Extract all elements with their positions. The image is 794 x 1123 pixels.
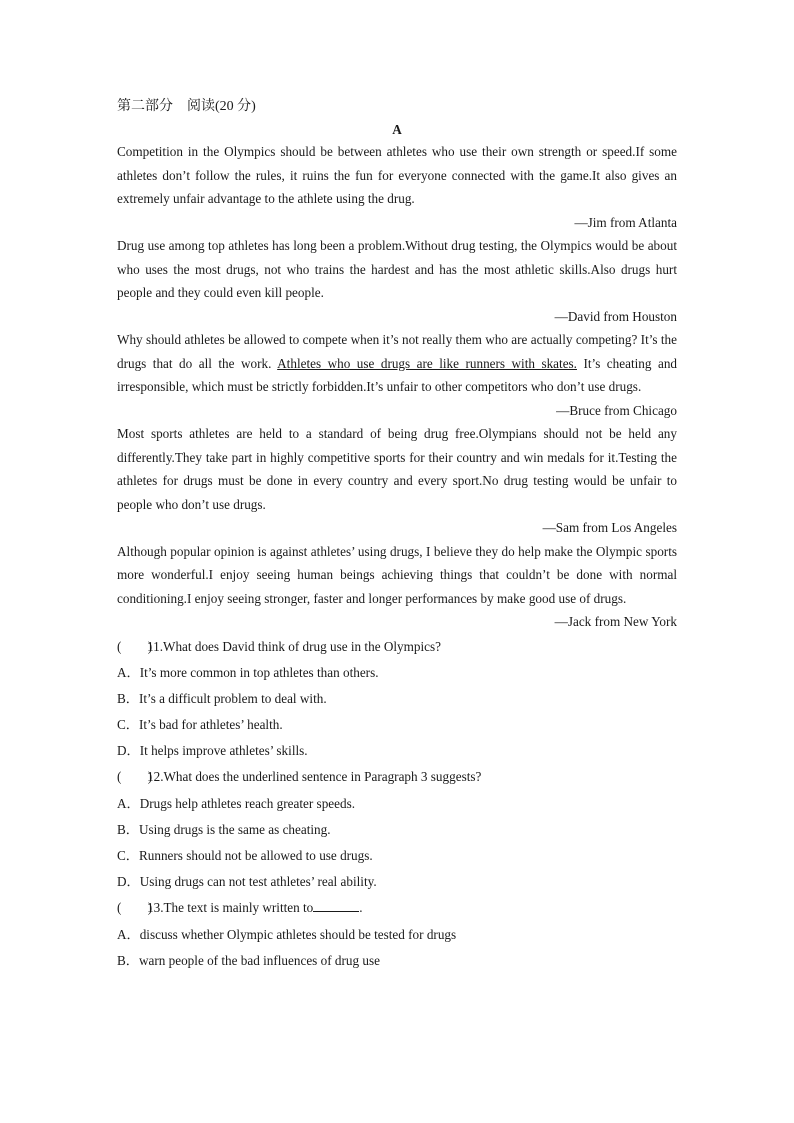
question-13-stem-end: . xyxy=(359,900,363,916)
answer-blank-11[interactable]: ( ) xyxy=(117,638,153,654)
answer-blank-13[interactable]: ( ) xyxy=(117,900,153,916)
question-13 xyxy=(117,895,677,921)
question-12-stem: 12.What does the underlined sentence in Paragraph 3 suggests? xyxy=(147,769,482,785)
question-12-option-d: D．Using drugs can not test athletes’ real ability. xyxy=(117,874,377,890)
paragraph-3-text-after: It’s cheating and irresponsible, which must be strictly forbidden.It’s unfair to other competitors who don’t use drugs. xyxy=(117,355,678,394)
paragraph-1: Competition in the Olympics should be between athletes who use their own strength or speed.If some athletes don’t follow the rules, it ruins the fun for everyone connected with the game.It also gives an extremely unfair advantage to the athlete using the drug. xyxy=(117,144,677,206)
question-11-option-c: C．It’s bad for athletes’ health. xyxy=(117,717,283,733)
signature-5: —Jack from New York xyxy=(554,614,677,629)
question-11-option-a: A．It’s more common in top athletes than others. xyxy=(117,664,379,680)
exam-page xyxy=(117,97,677,974)
question-13-option-a: A．discuss whether Olympic athletes should be tested for drugs xyxy=(117,926,457,942)
paragraph-3 xyxy=(117,328,677,399)
question-12-option-c: C．Runners should not be allowed to use drugs. xyxy=(117,848,373,863)
underlined-sentence: Athletes who use drugs are like runners with skates. xyxy=(277,355,577,371)
question-13-stem: 13.The text is mainly written to xyxy=(147,900,314,916)
signature-3: —Bruce from Chicago xyxy=(556,402,677,418)
signature-4: —Sam from Los Angeles xyxy=(542,520,677,535)
paragraph-5: Although popular opinion is against athletes’ using drugs, I believe they do help make the Olympic sports more wonderful.I enjoy seeing human beings achieving things that couldn’t be done with normal conditioning.I enjoy seeing stronger, faster and longer performances by make good use of drugs. xyxy=(117,543,677,606)
paragraph-3-text-before: Why should athletes be allowed to compete when it’s not really them who are actually competing? It’s the drugs that do all the work. xyxy=(117,332,677,371)
fill-in-blank-line[interactable] xyxy=(313,899,359,912)
question-11-stem: 11.What does David think of drug use in the Olympics? xyxy=(147,638,441,654)
question-13-option-b: B．warn people of the bad influences of drug use xyxy=(117,952,380,968)
section-title: 第二部分 阅读(20 分) xyxy=(117,99,256,114)
paragraph-4: Most sports athletes are held to a standard of being drug free.Olympians should not be held any differently.They take part in highly competitive sports for their country and win medals for it.Testing the athletes for drugs must be done in every country and every sport.No drug testing would be unfair to people who don’t use drugs. xyxy=(117,426,677,512)
question-12-option-a: A．Drugs help athletes reach greater speeds. xyxy=(117,795,356,811)
signature-2: —David from Houston xyxy=(554,308,677,324)
signature-1: —Jim from Atlanta xyxy=(574,214,677,230)
question-12 xyxy=(117,764,677,790)
question-11-option-b: B．It’s a difficult problem to deal with. xyxy=(117,690,327,706)
passage-letter: A xyxy=(392,122,402,137)
question-11-option-d: D．It helps improve athletes’ skills. xyxy=(117,743,308,759)
answer-blank-12[interactable]: ( ) xyxy=(117,769,153,785)
paragraph-2: Drug use among top athletes has long been a problem.Without drug testing, the Olympics would be about who uses the most drugs, not who trains the hardest and has the most athletic skills.Also drugs hurt people and they could even kill people. xyxy=(117,238,677,300)
question-11 xyxy=(117,634,677,660)
question-12-option-b: B．Using drugs is the same as cheating. xyxy=(117,821,331,837)
